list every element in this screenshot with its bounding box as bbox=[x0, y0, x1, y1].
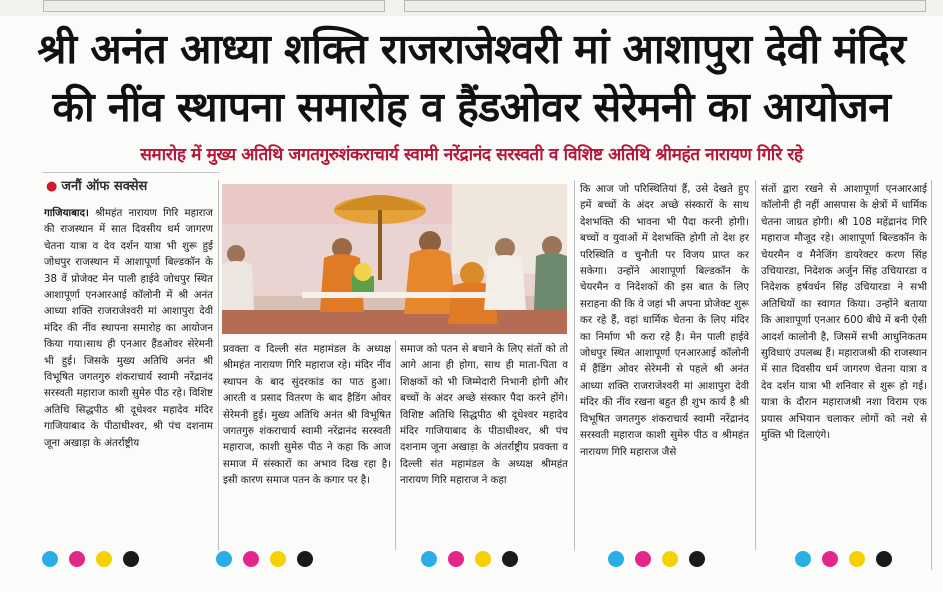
yellow-dot bbox=[270, 551, 286, 567]
dateline: गाजियाबाद। bbox=[44, 208, 89, 219]
yellow-dot bbox=[662, 551, 678, 567]
magenta-dot bbox=[243, 551, 259, 567]
cyan-dot bbox=[608, 551, 624, 567]
article-column-1 bbox=[44, 206, 213, 546]
column-4-text: कि आज जो परिस्थितियां हैं, उसे देखते हुए हमें बच्चों के अंदर अच्छे संस्कारों के साथ देशभक्ति की भावना भी पैदा करनी होगी। बच्चों व युवाओं में देशभक्ति होगी तो देश हर परिस्थिति व चुनौती पर विजय प्राप्त कर सकेगा। उन्होंने आशापूर्णा बिल्डकॉन के चेयरमैन व निदेशकों की इस बात के लिए सराहना की कि वे जहां भी अपना प्रोजेक्ट शुरू कर रहे हैं, वहां धार्मिक चेतना के लिए मंदिर का निर्माण भी करा रहे है। मेन पाली हाईवे जोधपुर स्थित आशापूर्णा एनआरआई कॉलोनी में हैंडिंग ओवर सेरेमनी से पहले श्री अनंत आध्या शक्ति राजराजेश्वरी मां आशापुरा देवी मंदिर की नींव रखना बहुत ही शुभ कार्य है श्री विभूषित जगतगुरु शंकराचार्य स्वामी नरेंद्रानंद सरस्वती महाराज काशी सुमेरु पीठ व श्रीमहंत नारायण गिरि महाराज जैसे bbox=[580, 184, 749, 458]
black-dot bbox=[297, 551, 313, 567]
registration-dots-4 bbox=[608, 551, 716, 569]
registration-dots-3 bbox=[421, 551, 529, 569]
black-dot bbox=[689, 551, 705, 567]
yellow-dot bbox=[96, 551, 112, 567]
top-frame-left bbox=[43, 0, 385, 12]
column-rule-2 bbox=[395, 340, 396, 550]
byline-text: जनौं ऑफ सक्सेस bbox=[61, 179, 148, 194]
magenta-dot bbox=[448, 551, 464, 567]
yellow-dot bbox=[849, 551, 865, 567]
column-rule-5 bbox=[931, 180, 932, 570]
column-1-text: श्रीमहंत नारायण गिरि महाराज की राजस्थान में सात दिवसीय धर्म जागरण चेतना यात्रा व देव दर्शन यात्रा भी शुरू हुई जोधपुर राजस्थान में आशापूर्णा बिल्डकॉन के 38 वें प्रोजेक्ट मेन पाली हाईवे जोधपुर स्थित आशापूर्णा एनआरआई कॉलोनी में श्री अनंत आध्या शक्ति राजराजेश्वरी मां आशापुरा देवी मंदिर की नींव स्थापना समारोह का आयोजन किया गया।साथ ही एनआर हैंडओवर सेरेमनी भी हुई। जिसके मुख्य अतिथि अनंत श्री विभूषित जगतगुरु शंकराचार्य स्वामी नरेंद्रानंद सरस्वती महाराज काशी सुमेरु पीठ रहे। विशिष्ट अतिथि सिद्धपीठ श्री दूधेश्वर महादेव मंदिर गाजियाबाद के पीठाधीश्वर, श्री पंच दशनाम जूना अखाड़ा के अंतर्राष्ट्रीय bbox=[44, 208, 213, 449]
ceremony-photo bbox=[222, 184, 567, 334]
article-column-4 bbox=[580, 182, 749, 547]
yellow-dot bbox=[475, 551, 491, 567]
cyan-dot bbox=[421, 551, 437, 567]
article-column-2 bbox=[223, 342, 391, 547]
bullet-icon: ● bbox=[46, 179, 58, 194]
registration-dots-1 bbox=[42, 551, 150, 569]
black-dot bbox=[502, 551, 518, 567]
article-column-5 bbox=[761, 182, 927, 547]
column-5-text: संतों द्वारा रखने से आशापूर्णा एनआरआई कॉलोनी ही नहीं आसपास के क्षेत्रों में धार्मिक चेतना जाग्रत होगी। श्री 108 महेंद्रानंद गिरि महाराज मौजूद रहे। आशापूर्णा बिल्डकॉन के चेयरमैन व मैनेजिंग डायरेक्टर करण सिंह उचियारडा, निदेशक अर्जुन सिंह उचियारडा व निदेशक हर्षवर्धन सिंह उचियारडा ने सभी अतिथियों का स्वागत किया। उन्होंने बताया कि आशापूर्णा एनआर 600 बीघे में बनी ऐसी आदर्श कालोनी है, जिसमें सभी आधुनिकतम सुविधाएं उपलब्ध हैं। महाराजश्री की राजस्थान में सात दिवसीय धर्म जागरण चेतना यात्रा व देव दर्शन यात्रा भी शनिवार से शुरू हो गई। यात्रा के दौरान महाराजश्री नशा विराम एक प्रयास अभियान चलाकर लोगों को नशे से मुक्ति भी दिलाएंगे। bbox=[761, 184, 927, 442]
column-2-text: प्रवक्ता व दिल्ली संत महामंडल के अध्यक्ष श्रीमहंत नारायण गिरि महाराज रहे। मंदिर नींव स्थापन के बाद सुंदरकांड का पाठ हुआ। आरती व प्रसाद वितरण के बाद हैडिंग ओवर सेरेमनी हुई। मुख्य अतिथि अनंत श्री विभूषित जगतगुरु शंकराचार्य स्वामी नरेंद्रानंद सरस्वती महाराज, काशी सुमेरु पीठ ने कहा कि आज समाज में संस्कारों का अभाव दिख रहा है। इसी कारण समाज पतन के कगार पर है। bbox=[223, 344, 391, 487]
photo-illustration bbox=[222, 184, 567, 334]
cyan-dot bbox=[42, 551, 58, 567]
registration-dots-5 bbox=[795, 551, 903, 569]
magenta-dot bbox=[822, 551, 838, 567]
article-column-3 bbox=[400, 342, 568, 547]
black-dot bbox=[876, 551, 892, 567]
column-rule-3 bbox=[574, 180, 575, 550]
rule-under-sub bbox=[42, 172, 220, 173]
column-rule-4 bbox=[755, 180, 756, 550]
column-3-text: समाज को पतन से बचाने के लिए संतों को तो आगे आना ही होगा, साथ ही माता-पिता व शिक्षकों को भी जिम्मेदारी निभानी होगी और बच्चों के अंदर अच्छे संस्कार पैदा करने होंगे। विशिष्ट अतिथि सिद्धपीठ श्री दूधेश्वर महादेव मंदिर गाजियाबाद के पीठाधीश्वर, श्री पंच दशनाम जूना अखाड़ा के अंतर्राष्ट्रीय प्रवक्ता व दिल्ली संत महामंडल के अध्यक्ष श्रीमहंत नारायण गिरि महाराज ने कहा bbox=[400, 344, 568, 487]
headline-line1: श्री अनंत आध्या शक्ति राजराजेश्वरी मां आशापुरा देवी मंदिर bbox=[37, 25, 906, 73]
subheadline: समारोह में मुख्य अतिथि जगतगुरुशंकराचार्य स्वामी नरेंद्रानंद सरस्वती व विशिष्ट अतिथि श्रीमहंत नारायण गिरि रहे bbox=[140, 145, 803, 165]
column-rule-1 bbox=[218, 180, 219, 550]
black-dot bbox=[123, 551, 139, 567]
byline bbox=[46, 176, 147, 194]
magenta-dot bbox=[635, 551, 651, 567]
magenta-dot bbox=[69, 551, 85, 567]
headline-line2: की नींव स्थापना समारोह व हैंडओवर सेरेमनी का आयोजन bbox=[52, 83, 891, 131]
cyan-dot bbox=[795, 551, 811, 567]
registration-dots-2 bbox=[216, 551, 324, 569]
cyan-dot bbox=[216, 551, 232, 567]
top-frame-right bbox=[404, 0, 926, 12]
